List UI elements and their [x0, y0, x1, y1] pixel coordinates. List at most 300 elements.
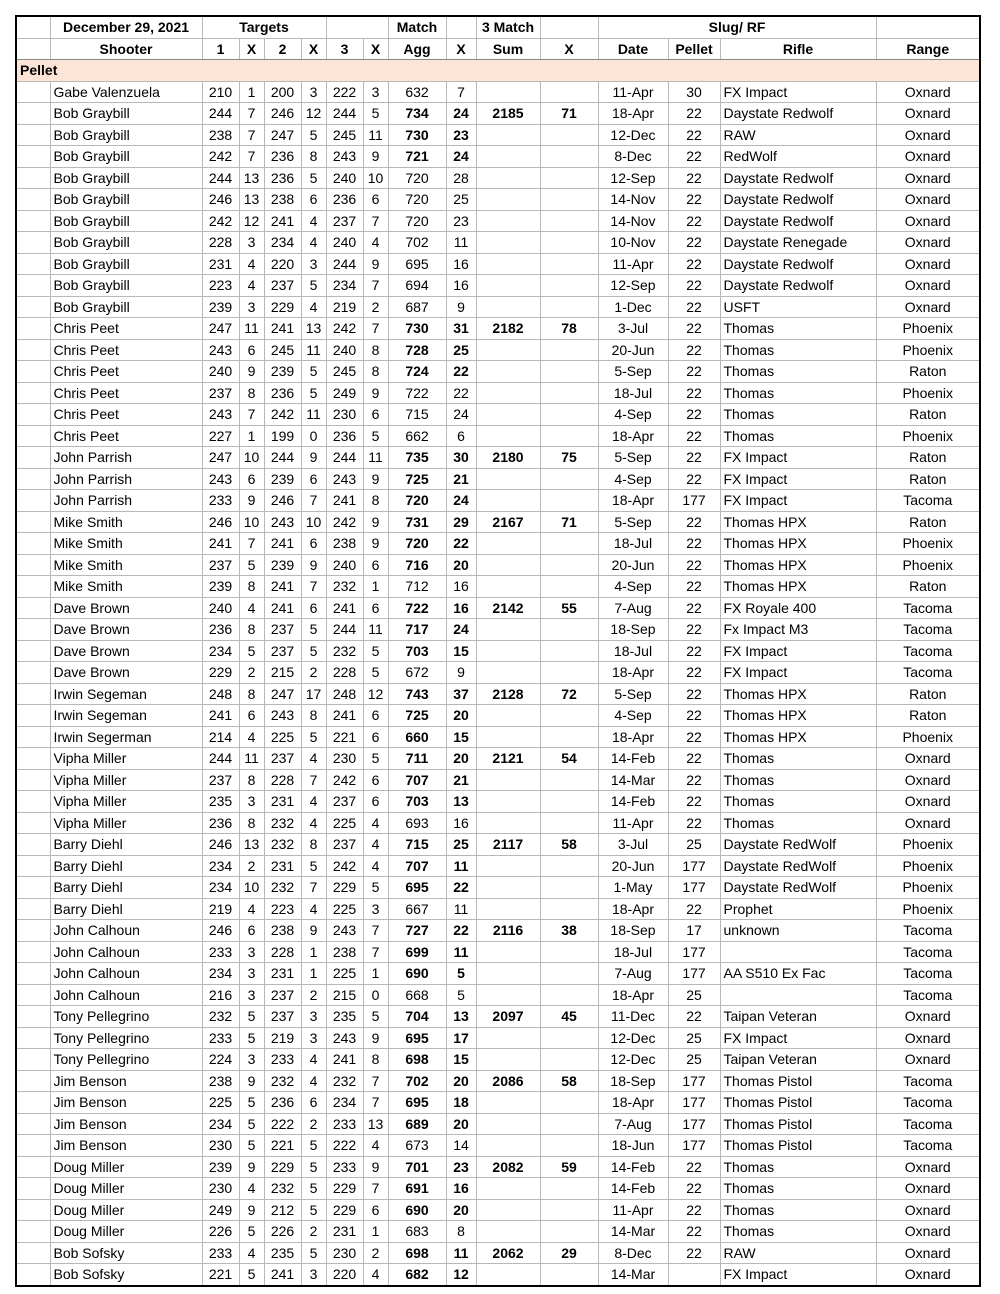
table-cell: 695 — [388, 1092, 446, 1114]
table-cell: 22 — [668, 533, 720, 555]
table-cell — [540, 146, 598, 168]
table-cell: Oxnard — [876, 748, 980, 770]
table-cell — [540, 189, 598, 211]
table-cell: 702 — [388, 1070, 446, 1092]
table-cell: 229 — [202, 662, 239, 684]
table-cell: 243 — [202, 468, 239, 490]
table-cell — [540, 490, 598, 512]
table-cell: Daystate RedWolf — [720, 855, 876, 877]
table-cell: 75 — [540, 447, 598, 469]
table-row — [16, 210, 980, 232]
table-cell: 9 — [363, 146, 388, 168]
table-cell: 6 — [239, 339, 264, 361]
table-cell: FX Impact — [720, 468, 876, 490]
table-cell: 243 — [264, 705, 301, 727]
table-cell: 5 — [363, 662, 388, 684]
table-cell: 18-Jun — [598, 1135, 668, 1157]
table-cell: 216 — [202, 984, 239, 1006]
table-cell: 22 — [668, 468, 720, 490]
table-cell: 234 — [202, 1113, 239, 1135]
table-cell: 177 — [668, 1092, 720, 1114]
table-cell: 707 — [388, 855, 446, 877]
table-row — [16, 318, 980, 340]
table-row — [16, 382, 980, 404]
row-spacer — [16, 769, 50, 791]
table-cell: 245 — [264, 339, 301, 361]
table-row — [16, 812, 980, 834]
table-cell: 237 — [202, 769, 239, 791]
table-cell: 9 — [363, 1156, 388, 1178]
table-cell: Tacoma — [876, 1092, 980, 1114]
table-cell: 225 — [202, 1092, 239, 1114]
table-cell: 7 — [301, 490, 326, 512]
table-cell: Jim Benson — [50, 1092, 202, 1114]
table-cell: 230 — [326, 404, 363, 426]
table-cell: 221 — [326, 726, 363, 748]
table-cell: 7 — [301, 769, 326, 791]
table-cell: 3 — [301, 1006, 326, 1028]
row-spacer — [16, 1221, 50, 1243]
row-spacer — [16, 1049, 50, 1071]
header-row-1 — [16, 16, 980, 38]
table-cell: 8 — [301, 705, 326, 727]
table-cell — [476, 619, 540, 641]
table-cell: 4 — [239, 275, 264, 297]
table-cell: Thomas HPX — [720, 705, 876, 727]
table-cell: 11 — [239, 318, 264, 340]
table-cell: 6 — [301, 1092, 326, 1114]
table-cell: 2185 — [476, 103, 540, 125]
table-cell — [476, 275, 540, 297]
table-cell: John Calhoun — [50, 941, 202, 963]
table-cell: 16 — [446, 597, 476, 619]
table-cell: 231 — [202, 253, 239, 275]
table-cell: 8-Dec — [598, 146, 668, 168]
table-cell: 17 — [301, 683, 326, 705]
table-cell: 13 — [363, 1113, 388, 1135]
table-cell: 5 — [239, 1027, 264, 1049]
table-cell: 682 — [388, 1264, 446, 1286]
table-cell: 2 — [301, 1113, 326, 1135]
table-row — [16, 361, 980, 383]
table-cell: Tacoma — [876, 1135, 980, 1157]
row-spacer — [16, 404, 50, 426]
table-cell — [476, 339, 540, 361]
table-cell — [476, 812, 540, 834]
table-cell: 237 — [264, 748, 301, 770]
table-cell: Raton — [876, 705, 980, 727]
table-cell: 11-Dec — [598, 1006, 668, 1028]
table-cell: 2180 — [476, 447, 540, 469]
table-cell: 22 — [668, 748, 720, 770]
table-cell: 22 — [668, 447, 720, 469]
table-cell: 9 — [363, 253, 388, 275]
table-cell: Tacoma — [876, 984, 980, 1006]
row-spacer — [16, 167, 50, 189]
table-cell: 23 — [446, 210, 476, 232]
table-cell — [476, 490, 540, 512]
table-cell: Bob Sofsky — [50, 1264, 202, 1286]
table-row — [16, 296, 980, 318]
table-cell: 1 — [363, 1221, 388, 1243]
table-cell: Thomas — [720, 318, 876, 340]
table-cell: 29 — [446, 511, 476, 533]
table-cell: Phoenix — [876, 554, 980, 576]
table-row — [16, 146, 980, 168]
table-cell: 11 — [446, 898, 476, 920]
row-spacer — [16, 855, 50, 877]
table-cell — [476, 210, 540, 232]
table-cell — [540, 296, 598, 318]
table-cell: Tony Pellegrino — [50, 1006, 202, 1028]
table-cell: 241 — [326, 1049, 363, 1071]
table-cell: 18-Apr — [598, 662, 668, 684]
table-cell — [540, 81, 598, 103]
table-cell: Oxnard — [876, 232, 980, 254]
table-cell: 22 — [668, 1006, 720, 1028]
table-cell: Thomas — [720, 748, 876, 770]
table-cell: Barry Diehl — [50, 855, 202, 877]
table-cell — [540, 382, 598, 404]
table-cell: 22 — [668, 791, 720, 813]
table-cell: 693 — [388, 812, 446, 834]
table-cell: 728 — [388, 339, 446, 361]
table-cell: 225 — [326, 963, 363, 985]
table-cell: Bob Graybill — [50, 210, 202, 232]
table-cell: 20 — [446, 1113, 476, 1135]
table-cell: 236 — [264, 146, 301, 168]
table-cell: 4 — [363, 232, 388, 254]
table-cell: 1 — [301, 963, 326, 985]
table-cell: 25 — [668, 984, 720, 1006]
table-cell: 632 — [388, 81, 446, 103]
table-cell: 22 — [668, 554, 720, 576]
table-cell: 58 — [540, 1070, 598, 1092]
table-cell: Doug Miller — [50, 1156, 202, 1178]
table-cell — [476, 1092, 540, 1114]
table-cell: 672 — [388, 662, 446, 684]
table-cell: 225 — [264, 726, 301, 748]
table-cell: 24 — [446, 619, 476, 641]
table-cell: 712 — [388, 576, 446, 598]
table-cell: 1 — [239, 81, 264, 103]
table-cell: 247 — [264, 683, 301, 705]
table-cell: 232 — [264, 1178, 301, 1200]
table-cell: 215 — [326, 984, 363, 1006]
table-cell: 2 — [239, 662, 264, 684]
table-cell: Chris Peet — [50, 425, 202, 447]
table-cell: 0 — [363, 984, 388, 1006]
row-spacer — [16, 877, 50, 899]
table-cell: 9 — [446, 662, 476, 684]
table-cell: Bob Graybill — [50, 275, 202, 297]
table-cell: 22 — [668, 1221, 720, 1243]
table-cell: Mike Smith — [50, 511, 202, 533]
table-cell — [476, 1264, 540, 1286]
table-cell: 234 — [326, 275, 363, 297]
table-cell: 18-Jul — [598, 533, 668, 555]
table-cell: 9 — [363, 1027, 388, 1049]
table-row — [16, 1113, 980, 1135]
table-cell: 2 — [363, 1242, 388, 1264]
table-cell: 11 — [363, 619, 388, 641]
table-cell: 246 — [202, 189, 239, 211]
table-cell: 662 — [388, 425, 446, 447]
table-cell: 2 — [239, 855, 264, 877]
table-cell: 226 — [202, 1221, 239, 1243]
table-cell: Chris Peet — [50, 361, 202, 383]
table-cell: Phoenix — [876, 834, 980, 856]
row-spacer — [16, 791, 50, 813]
table-cell: 237 — [326, 834, 363, 856]
table-cell: 10 — [239, 877, 264, 899]
table-cell: 7 — [363, 1070, 388, 1092]
table-cell: 241 — [264, 318, 301, 340]
table-cell: 20-Jun — [598, 855, 668, 877]
table-cell: 5 — [301, 1156, 326, 1178]
table-cell: 25 — [446, 189, 476, 211]
table-cell: 241 — [264, 597, 301, 619]
table-cell: 231 — [264, 791, 301, 813]
table-cell: 720 — [388, 210, 446, 232]
table-cell: Daystate Redwolf — [720, 189, 876, 211]
table-cell: Daystate RedWolf — [720, 834, 876, 856]
table-cell: 8 — [363, 339, 388, 361]
table-cell: 238 — [202, 124, 239, 146]
table-cell: 8 — [446, 1221, 476, 1243]
table-cell: 22 — [668, 1178, 720, 1200]
table-cell: 702 — [388, 232, 446, 254]
table-cell: 229 — [326, 877, 363, 899]
table-cell: 243 — [326, 468, 363, 490]
table-cell: 14 — [446, 1135, 476, 1157]
table-cell: 7 — [363, 920, 388, 942]
table-cell: 730 — [388, 318, 446, 340]
table-cell: 734 — [388, 103, 446, 125]
table-cell: 71 — [540, 103, 598, 125]
table-cell: 22 — [446, 533, 476, 555]
table-cell: 243 — [326, 1027, 363, 1049]
table-row — [16, 898, 980, 920]
row-spacer — [16, 253, 50, 275]
table-row — [16, 640, 980, 662]
table-cell — [476, 791, 540, 813]
table-cell: 221 — [264, 1135, 301, 1157]
section-row — [16, 60, 980, 82]
table-cell: 220 — [326, 1264, 363, 1286]
table-cell — [476, 296, 540, 318]
row-spacer — [16, 81, 50, 103]
table-cell: 29 — [540, 1242, 598, 1264]
table-cell: Tacoma — [876, 963, 980, 985]
row-spacer — [16, 447, 50, 469]
table-cell: 9 — [301, 447, 326, 469]
row-spacer — [16, 318, 50, 340]
col-header: X — [239, 38, 264, 60]
table-cell: 22 — [668, 769, 720, 791]
table-cell: 6 — [363, 1199, 388, 1221]
table-cell: Phoenix — [876, 318, 980, 340]
table-cell: 232 — [264, 877, 301, 899]
table-cell: 694 — [388, 275, 446, 297]
table-cell: Thomas Pistol — [720, 1113, 876, 1135]
table-cell: 71 — [540, 511, 598, 533]
table-cell: 660 — [388, 726, 446, 748]
table-cell: 22 — [446, 382, 476, 404]
row-spacer — [16, 1178, 50, 1200]
table-cell — [476, 124, 540, 146]
table-cell: Oxnard — [876, 1242, 980, 1264]
table-cell: 220 — [264, 253, 301, 275]
table-cell: 9 — [363, 468, 388, 490]
row-spacer — [16, 382, 50, 404]
table-cell: 236 — [326, 189, 363, 211]
table-cell — [540, 232, 598, 254]
section-label: Pellet — [16, 60, 980, 82]
table-cell: Chris Peet — [50, 318, 202, 340]
table-cell: 59 — [540, 1156, 598, 1178]
table-cell: 238 — [264, 920, 301, 942]
row-spacer — [16, 103, 50, 125]
table-cell: 229 — [326, 1178, 363, 1200]
table-cell: Thomas — [720, 1199, 876, 1221]
table-cell: 7 — [239, 146, 264, 168]
table-cell: 20 — [446, 748, 476, 770]
table-cell: 236 — [264, 1092, 301, 1114]
table-cell: 12 — [239, 210, 264, 232]
table-cell: 717 — [388, 619, 446, 641]
table-cell: Barry Diehl — [50, 877, 202, 899]
table-cell: 14-Nov — [598, 189, 668, 211]
table-cell: 237 — [264, 1006, 301, 1028]
table-cell: 6 — [239, 705, 264, 727]
table-cell: 237 — [326, 210, 363, 232]
table-cell: Tacoma — [876, 490, 980, 512]
table-cell: 5 — [301, 1242, 326, 1264]
table-cell: 4 — [239, 726, 264, 748]
table-cell: 237 — [264, 275, 301, 297]
table-cell: Thomas — [720, 404, 876, 426]
table-cell: 22 — [668, 640, 720, 662]
table-cell: Tacoma — [876, 920, 980, 942]
table-cell: 8 — [363, 1049, 388, 1071]
table-cell: 214 — [202, 726, 239, 748]
row-spacer — [16, 554, 50, 576]
table-cell: 30 — [668, 81, 720, 103]
table-cell: 235 — [264, 1242, 301, 1264]
col-header: Shooter — [50, 38, 202, 60]
table-row — [16, 984, 980, 1006]
row-spacer — [16, 662, 50, 684]
table-cell: Bob Graybill — [50, 146, 202, 168]
table-cell: 24 — [446, 490, 476, 512]
table-cell: 7-Aug — [598, 1113, 668, 1135]
table-row — [16, 1070, 980, 1092]
table-cell: 3 — [239, 232, 264, 254]
table-cell: Bob Graybill — [50, 124, 202, 146]
table-cell: 695 — [388, 877, 446, 899]
row-spacer — [16, 748, 50, 770]
table-row — [16, 726, 980, 748]
table-cell: 18-Apr — [598, 984, 668, 1006]
table-cell — [540, 662, 598, 684]
table-cell: Vipha Miller — [50, 748, 202, 770]
table-cell: 6 — [363, 769, 388, 791]
table-cell: Thomas — [720, 425, 876, 447]
table-cell: 25 — [668, 1027, 720, 1049]
table-cell: 3 — [239, 296, 264, 318]
table-cell: 8-Dec — [598, 1242, 668, 1264]
table-cell: 22 — [668, 705, 720, 727]
table-cell: Oxnard — [876, 1049, 980, 1071]
table-row — [16, 1242, 980, 1264]
table-cell: Daystate Redwolf — [720, 253, 876, 275]
table-cell: Raton — [876, 468, 980, 490]
table-cell: John Calhoun — [50, 963, 202, 985]
table-cell — [476, 1135, 540, 1157]
table-cell: 240 — [326, 339, 363, 361]
col-header: 2 — [264, 38, 301, 60]
table-cell: 3 — [239, 1049, 264, 1071]
table-cell: 248 — [202, 683, 239, 705]
table-cell: 4 — [301, 1049, 326, 1071]
table-cell: 13 — [446, 791, 476, 813]
table-cell: 14-Feb — [598, 791, 668, 813]
table-cell: 232 — [264, 1070, 301, 1092]
table-row — [16, 877, 980, 899]
table-cell: Fx Impact M3 — [720, 619, 876, 641]
table-cell: Bob Sofsky — [50, 1242, 202, 1264]
table-cell: Taipan Veteran — [720, 1006, 876, 1028]
table-cell: Tacoma — [876, 662, 980, 684]
table-cell: Daystate Redwolf — [720, 103, 876, 125]
table-cell: Thomas HPX — [720, 533, 876, 555]
table-cell: Oxnard — [876, 275, 980, 297]
table-cell: 12 — [301, 103, 326, 125]
table-cell: 18-Apr — [598, 1092, 668, 1114]
table-cell: 715 — [388, 834, 446, 856]
table-cell: 232 — [326, 640, 363, 662]
table-cell: 222 — [326, 1135, 363, 1157]
table-cell — [540, 640, 598, 662]
table-cell — [476, 576, 540, 598]
table-cell: Doug Miller — [50, 1178, 202, 1200]
table-cell: 237 — [264, 619, 301, 641]
table-cell: 248 — [326, 683, 363, 705]
col-header: Date — [598, 38, 668, 60]
table-cell: 20-Jun — [598, 554, 668, 576]
table-cell: 13 — [301, 318, 326, 340]
table-cell: 18-Apr — [598, 898, 668, 920]
header-date: December 29, 2021 — [50, 16, 202, 38]
table-cell: 11 — [446, 855, 476, 877]
table-cell: Prophet — [720, 898, 876, 920]
table-cell: 177 — [668, 877, 720, 899]
table-cell: Oxnard — [876, 253, 980, 275]
table-cell: 3-Jul — [598, 834, 668, 856]
table-row — [16, 189, 980, 211]
row-spacer — [16, 597, 50, 619]
table-cell: 232 — [326, 1070, 363, 1092]
table-cell: 5 — [301, 1199, 326, 1221]
table-cell: 12 — [446, 1264, 476, 1286]
table-cell: 7 — [239, 103, 264, 125]
table-cell: 227 — [202, 425, 239, 447]
table-row — [16, 81, 980, 103]
table-cell: 22 — [668, 683, 720, 705]
table-cell: Oxnard — [876, 167, 980, 189]
row-spacer — [16, 963, 50, 985]
